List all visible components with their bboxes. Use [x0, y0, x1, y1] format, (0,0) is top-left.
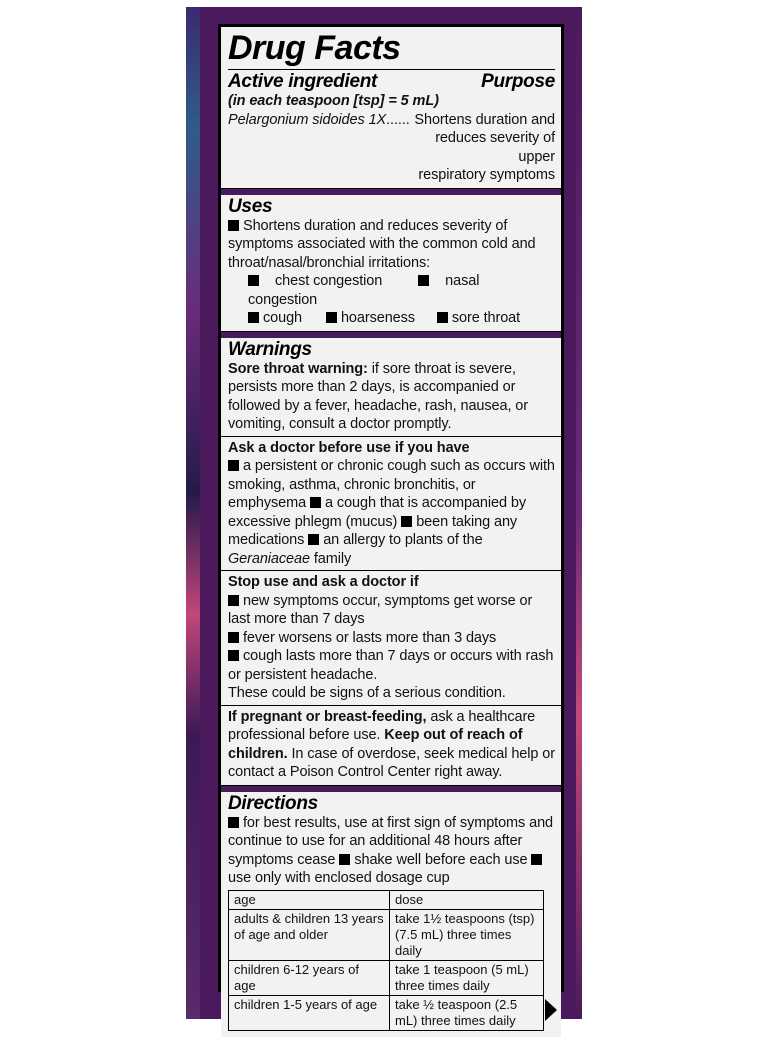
table-header-row: [229, 890, 544, 909]
symptoms-row: [228, 309, 555, 328]
table-row: [229, 960, 544, 995]
table-cell-dose: take 1 teaspoon (5 mL) three times daily: [390, 960, 544, 995]
page-title: Drug Facts: [228, 29, 555, 70]
bullet-square-icon: [228, 460, 239, 471]
floral-decoration-left: [186, 7, 200, 1019]
table-header-cell: dose: [390, 890, 544, 909]
ask-doctor-item: an allergy to plants of the: [323, 532, 483, 548]
ask-doctor-item: been taking any medications: [228, 513, 518, 548]
stop-use-item: new symptoms occur, symptoms get worse or last more than 7 days: [228, 592, 533, 627]
bullet-square-icon: [401, 516, 412, 527]
ask-doctor-item: a cough that is accompanied by excessive phlegm (mucus): [228, 495, 526, 530]
ask-doctor-heading: Ask a doctor before use if you have: [228, 439, 470, 456]
stop-use-item: cough lasts more than 7 days or occurs with rash or persistent headache.: [228, 648, 554, 683]
plant-family-name: Geraniaceae: [228, 550, 310, 567]
active-ingredient-heading: Active ingredient: [228, 71, 378, 92]
symptom-item: cough: [263, 310, 303, 326]
directions-section: [221, 792, 561, 1037]
uses-text: Shortens duration and reduces severity of symptoms associated with the common cold and throat/nasal/bronchial irritations:: [228, 217, 536, 271]
symptom-item: hoarseness: [340, 310, 415, 326]
continue-arrow-icon: [545, 999, 557, 1021]
bullet-square-icon: [310, 497, 321, 508]
purpose-heading: Purpose: [481, 71, 555, 92]
sore-throat-label: Sore throat warning:: [228, 360, 368, 377]
ask-doctor-item-end: family: [309, 550, 352, 567]
bullet-square-icon: [228, 817, 239, 828]
symptom-item: chest congestion: [275, 273, 383, 289]
bullet-square-icon: [308, 534, 319, 545]
bullet-square-icon: [531, 854, 542, 865]
stop-use-note: These could be signs of a serious condition.: [228, 685, 506, 701]
bullet-square-icon: [248, 275, 259, 286]
symptoms-row: [228, 272, 555, 309]
bullet-square-icon: [326, 312, 337, 323]
bullet-square-icon: [418, 275, 429, 286]
bullet-square-icon: [228, 632, 239, 643]
sore-throat-text: if sore throat is severe, persists more than 2 days, is accompanied or followed by a fever, headache, rash, nausea, or vomiting, consult a doctor promptly.: [228, 360, 528, 432]
table-row: [229, 995, 544, 1030]
purpose-text: [410, 111, 555, 185]
bullet-square-icon: [228, 650, 239, 661]
bullet-square-icon: [248, 312, 259, 323]
table-cell-age: adults & children 13 years of age and older: [229, 909, 390, 960]
symptom-item: sore throat: [451, 310, 521, 326]
ask-doctor-list: [228, 457, 555, 568]
table-row: [229, 909, 544, 960]
divider-line: [221, 436, 561, 437]
active-ingredient-section: [221, 27, 561, 189]
per-dose-note: (in each teaspoon [tsp] = 5 mL): [228, 93, 439, 109]
overdose-text: In case of overdose, seek medical help or contact a Poison Control Center right away.: [228, 745, 555, 780]
bullet-square-icon: [437, 312, 448, 323]
purpose-line: Shortens duration and: [414, 111, 555, 128]
table-cell-dose: take 1½ teaspoons (tsp) (7.5 mL) three times daily: [390, 909, 544, 960]
ask-doctor-item: a persistent or chronic cough such as occurs with smoking, asthma, chronic bronchitis, or emphysema: [228, 458, 555, 511]
uses-heading: Uses: [228, 195, 273, 217]
directions-heading: Directions: [228, 792, 318, 814]
directions-item: shake well before each use: [354, 851, 528, 868]
floral-decoration-right: [576, 7, 582, 1019]
ingredient-dots: ......: [386, 111, 410, 128]
keep-out-label: Keep out of reach of children.: [228, 727, 523, 762]
divider-line: [221, 705, 561, 706]
drug-facts-panel: [218, 24, 564, 1028]
purpose-line: respiratory symptoms: [418, 167, 555, 183]
warnings-heading: Warnings: [228, 338, 312, 360]
uses-section: [221, 195, 561, 332]
table-cell-age: children 6-12 years of age: [229, 960, 390, 995]
purpose-line: reduces severity of upper: [435, 130, 555, 165]
warnings-section: [221, 338, 561, 786]
pregnant-label: If pregnant or breast-feeding,: [228, 708, 427, 725]
table-header-cell: age: [229, 890, 390, 909]
table-cell-dose: take ½ teaspoon (2.5 mL) three times daily: [390, 995, 544, 1030]
bullet-square-icon: [339, 854, 350, 865]
pregnant-text: ask a healthcare professional before use.: [228, 708, 536, 743]
stop-use-heading: Stop use and ask a doctor if: [228, 574, 419, 590]
stop-use-item: fever worsens or lasts more than 3 days: [243, 629, 497, 646]
bullet-square-icon: [228, 595, 239, 606]
dosage-table: [228, 890, 544, 1031]
directions-item: for best results, use at first sign of symptoms and continue to use for an additional 48 hours after symptoms cease: [228, 814, 553, 868]
symptom-item: nasal congestion: [248, 273, 480, 308]
table-cell-age: children 1-5 years of age: [229, 995, 390, 1030]
ingredient-name: Pelargonium sidoides 1X: [228, 111, 387, 128]
directions-item: use only with enclosed dosage cup: [228, 870, 450, 886]
bullet-square-icon: [228, 220, 239, 231]
divider-line: [221, 570, 561, 571]
